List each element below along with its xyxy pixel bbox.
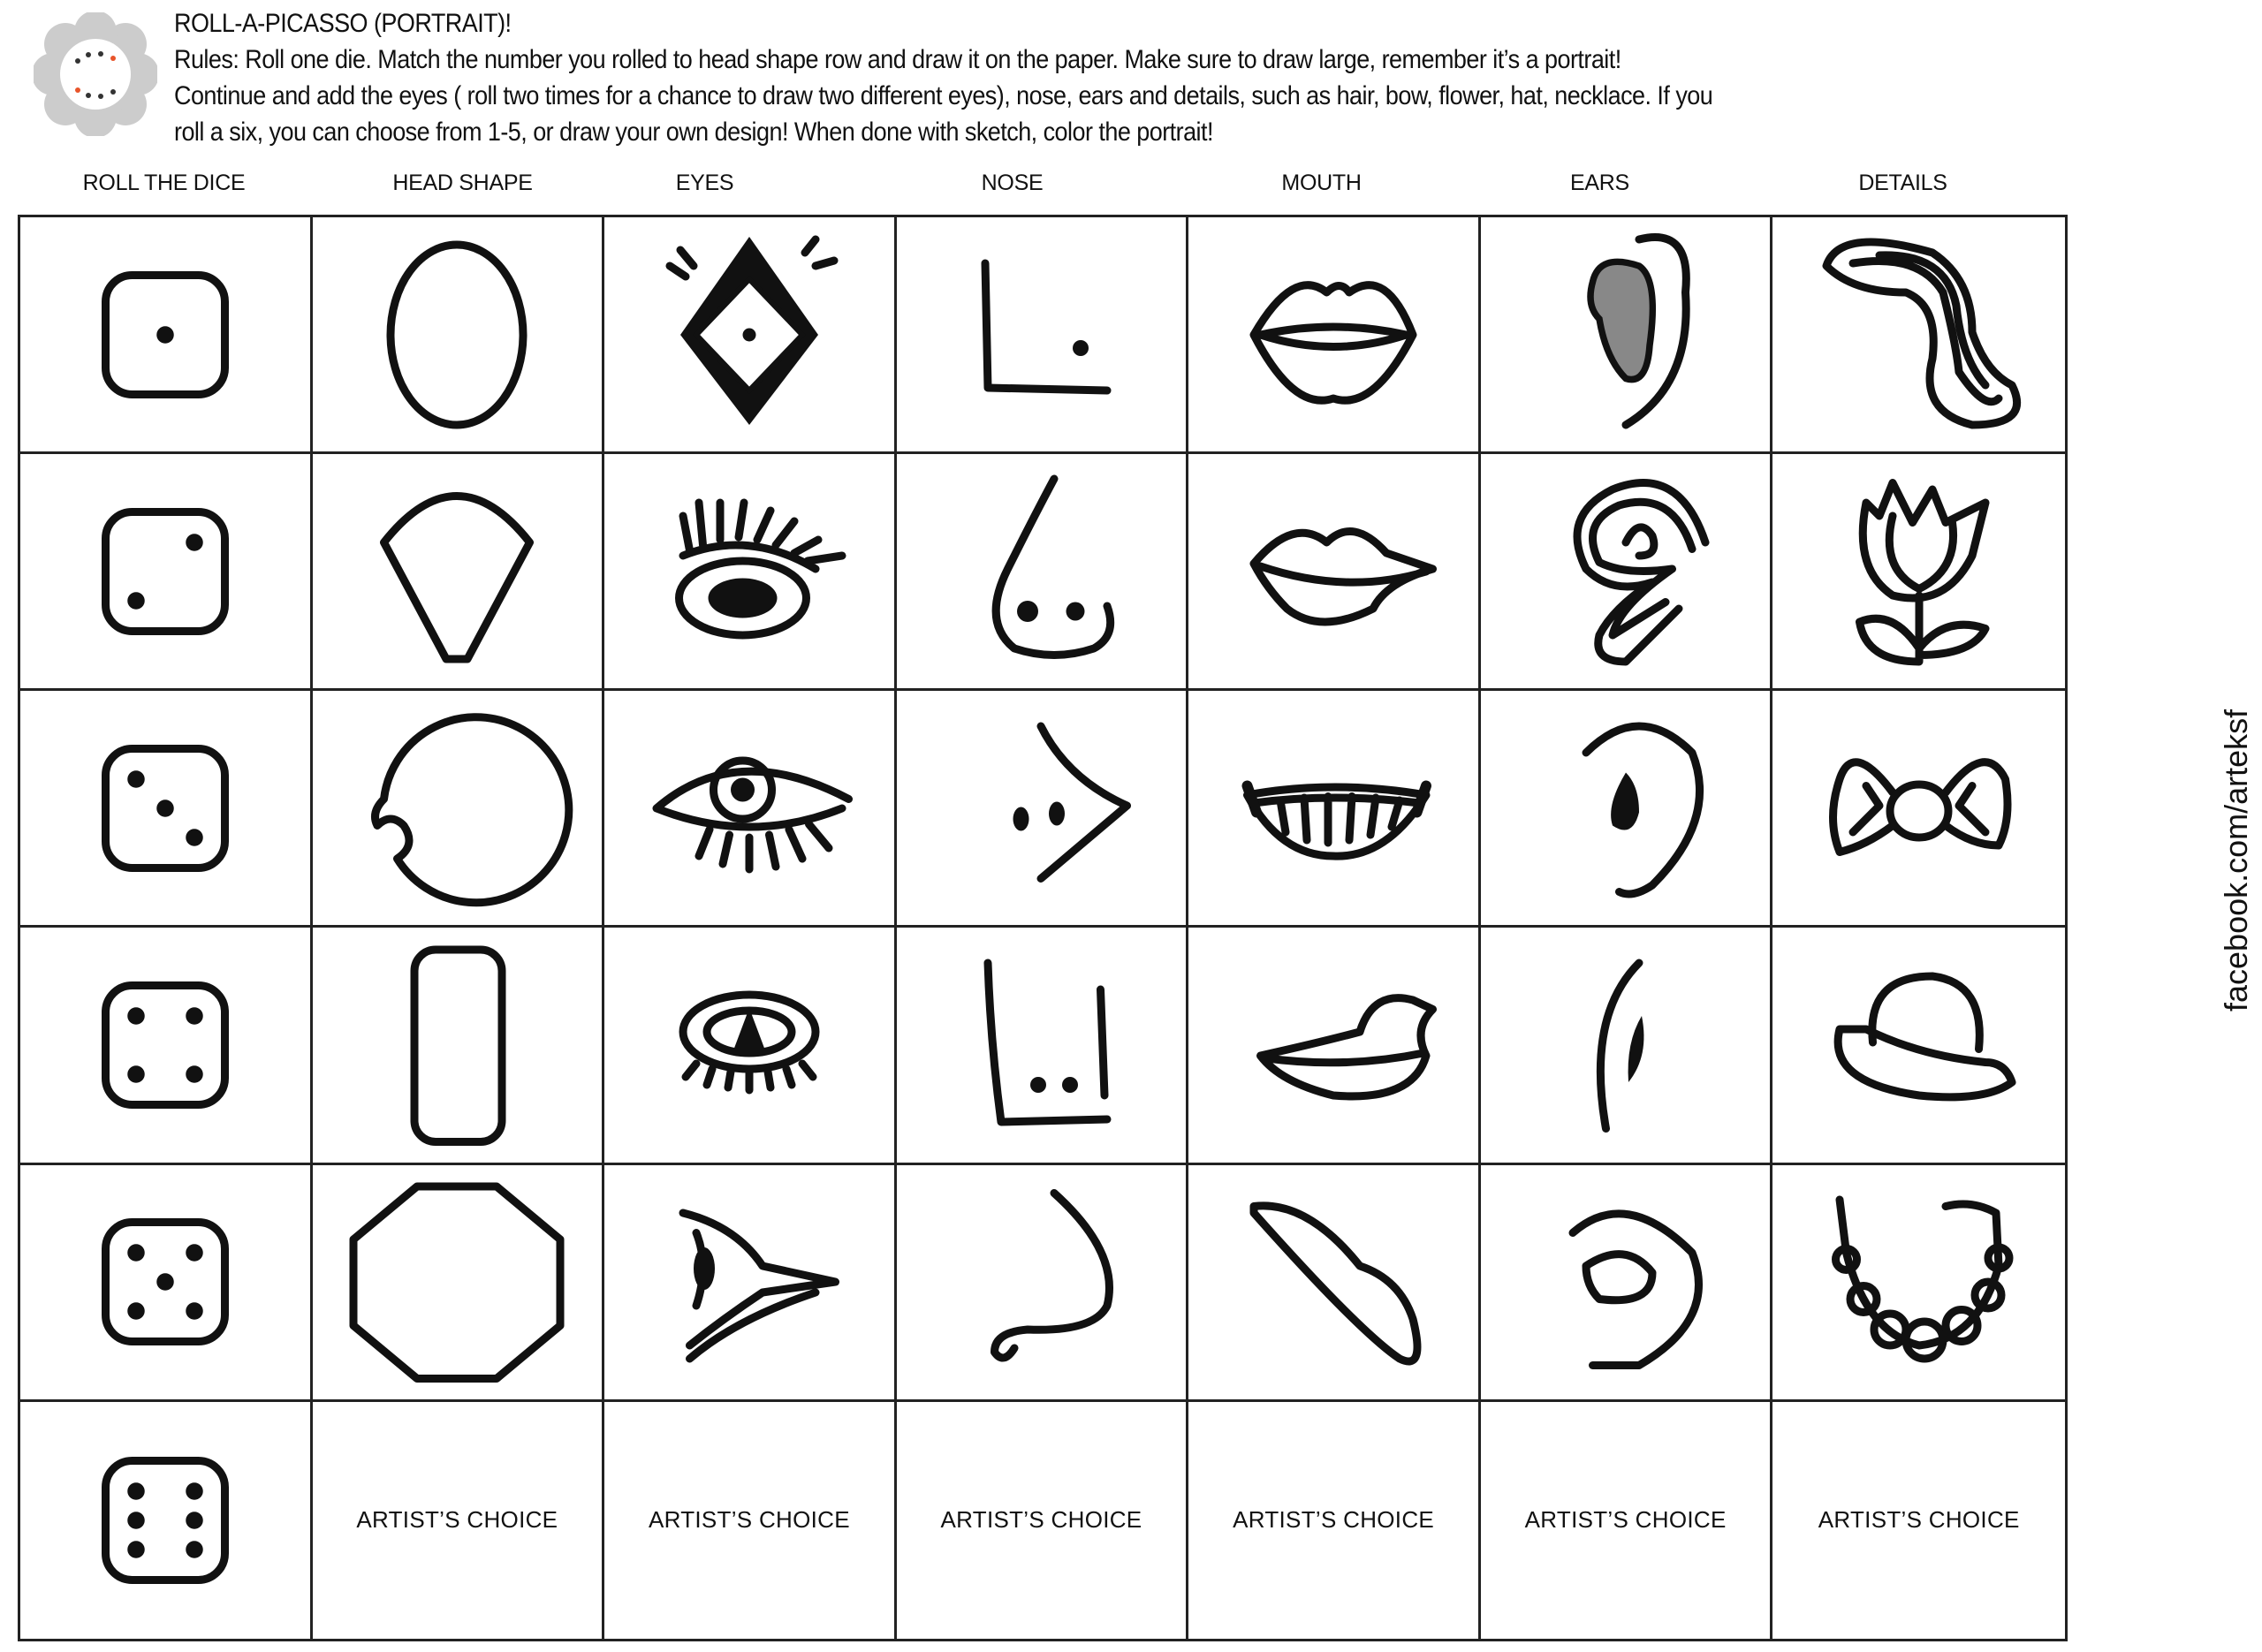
die-pip [186, 1244, 203, 1262]
swirl-ear-icon [1493, 461, 1758, 682]
die-pip [186, 829, 203, 846]
die-pip [186, 1302, 203, 1320]
die-pip [156, 799, 174, 817]
die-pip [127, 1302, 145, 1320]
bow-icon [1787, 698, 2052, 919]
die-cell [20, 691, 313, 928]
artists-choice-nose: ARTIST’S CHOICE [897, 1402, 1189, 1639]
die-6-icon [33, 1410, 298, 1631]
bitten-circle-head-icon [324, 698, 589, 919]
mouth-teeth [1188, 691, 1481, 928]
triangle-pupil-eye-icon [617, 935, 882, 1156]
die-pip [186, 1512, 203, 1529]
head-shape-rectangle [313, 928, 605, 1164]
artists-choice-details: ARTIST’S CHOICE [1818, 1506, 2020, 1534]
hair-icon [1787, 224, 2052, 445]
drop-ear-icon [1493, 698, 1758, 919]
ear-shaded [1481, 217, 1773, 454]
die-1-icon [33, 224, 298, 445]
nose-arrow [897, 691, 1189, 928]
teeth-mouth-icon [1201, 698, 1466, 919]
rounded-rect-head-icon [324, 935, 589, 1156]
curved-nose-icon [908, 461, 1173, 682]
die-face [105, 1460, 224, 1580]
mouth-slanted [1188, 1165, 1481, 1402]
bowler-hat-icon [1787, 935, 2052, 1156]
die-5-icon [33, 1171, 298, 1392]
round-ear-icon [1493, 1171, 1758, 1392]
lips-icon [1201, 224, 1466, 445]
slanted-mouth-icon [1201, 1171, 1466, 1392]
die-face [105, 512, 224, 631]
die-cell [20, 1402, 313, 1639]
artists-choice-mouth: ARTIST’S CHOICE [1188, 1402, 1481, 1639]
facebook-link[interactable]: facebook.com/arteksf [2218, 709, 2254, 1012]
nose-curved [897, 454, 1189, 691]
die-cell [20, 217, 313, 454]
die-pip [186, 1065, 203, 1083]
pout-mouth-icon [1201, 935, 1466, 1156]
details-hair [1772, 217, 2065, 454]
die-pip [127, 1007, 145, 1025]
diamond-eye-icon [617, 224, 882, 445]
eyes-lashes [604, 454, 897, 691]
crescent-ear-icon [1493, 935, 1758, 1156]
rules-line-2: Continue and add the eyes ( roll two times for a chance to draw two different eyes), nose, ears and details, such as hair, bow, flower, hat, necklace. If you [174, 81, 1713, 110]
profile-eye-icon [617, 1171, 882, 1392]
die-cell [20, 454, 313, 691]
die-pip [127, 592, 145, 610]
ear-drop [1481, 691, 1773, 928]
die-face [105, 986, 224, 1105]
die-pip [127, 1512, 145, 1529]
ear-round [1481, 1165, 1773, 1402]
details-necklace [1772, 1165, 2065, 1402]
die-pip [127, 1244, 145, 1262]
rules-line-1: Rules: Roll one die. Match the number you rolled to head shape row and draw it on the paper. Make sure to draw large, remember it’s a portrait! [174, 45, 1621, 74]
artists-choice-eyes: ARTIST’S CHOICE [604, 1402, 897, 1639]
eyes-profile [604, 1165, 897, 1402]
hook-nose-icon [908, 1171, 1173, 1392]
column-header-ears: EARS [1570, 171, 1629, 195]
arteksf-logo [34, 12, 157, 136]
head-shape-octagon [313, 1165, 605, 1402]
die-pip [127, 770, 145, 788]
die-2-icon [33, 461, 298, 682]
head-shape-cone [313, 454, 605, 691]
nose-l-shape [897, 217, 1189, 454]
eyes-triangle-pupil [604, 928, 897, 1164]
rules-line-3: roll a six, you can choose from 1-5, or draw your own design! When done with sketch, color the portrait! [174, 117, 1213, 147]
instructions [174, 5, 1712, 150]
details-bow [1772, 691, 2065, 928]
lashed-eye-icon [617, 461, 882, 682]
die-cell [20, 1165, 313, 1402]
arrow-nose-icon [908, 698, 1173, 919]
mouth-full-lips [1188, 217, 1481, 454]
side-lips-icon [1201, 461, 1466, 682]
eyes-almond [604, 691, 897, 928]
octagon-head-icon [324, 1171, 589, 1392]
flower-icon [1787, 461, 2052, 682]
bracket-nose-icon [908, 935, 1173, 1156]
picasso-grid [18, 215, 2068, 1641]
details-flower [1772, 454, 2065, 691]
die-cell [20, 928, 313, 1164]
almond-eye-icon [617, 698, 882, 919]
head-shape-pacman [313, 691, 605, 928]
mouth-side-lips [1188, 454, 1481, 691]
die-pip [127, 1541, 145, 1558]
oval-head-icon [324, 224, 589, 445]
eyes-diamond [604, 217, 897, 454]
head-shape-oval [313, 217, 605, 454]
column-header-dice: ROLL THE DICE [82, 171, 246, 195]
ear-swirl [1481, 454, 1773, 691]
artists-choice-ears: ARTIST’S CHOICE [1481, 1402, 1773, 1639]
nose-hook [897, 1165, 1189, 1402]
shaded-ear-icon [1493, 224, 1758, 445]
die-pip [127, 1482, 145, 1500]
die-3-icon [33, 698, 298, 919]
mouth-pout [1188, 928, 1481, 1164]
die-pip [156, 1273, 174, 1291]
column-header-mouth: MOUTH [1281, 171, 1362, 195]
page-title: ROLL-A-PICASSO (PORTRAIT)! [174, 9, 512, 38]
column-header-eyes: EYES [675, 171, 734, 195]
die-pip [156, 326, 174, 344]
die-pip [186, 534, 203, 551]
artists-choice-head: ARTIST’S CHOICE [313, 1402, 605, 1639]
ear-crescent [1481, 928, 1773, 1164]
column-header-details: DETAILS [1858, 171, 1947, 195]
die-pip [127, 1065, 145, 1083]
necklace-icon [1787, 1171, 2052, 1392]
details-hat [1772, 928, 2065, 1164]
column-header-head-shape: HEAD SHAPE [392, 171, 533, 195]
column-header-nose: NOSE [981, 171, 1044, 195]
die-pip [186, 1007, 203, 1025]
die-pip [186, 1482, 203, 1500]
cone-head-icon [324, 461, 589, 682]
die-4-icon [33, 935, 298, 1156]
nose-bracket [897, 928, 1189, 1164]
die-pip [186, 1541, 203, 1558]
l-nose-icon [908, 224, 1173, 445]
